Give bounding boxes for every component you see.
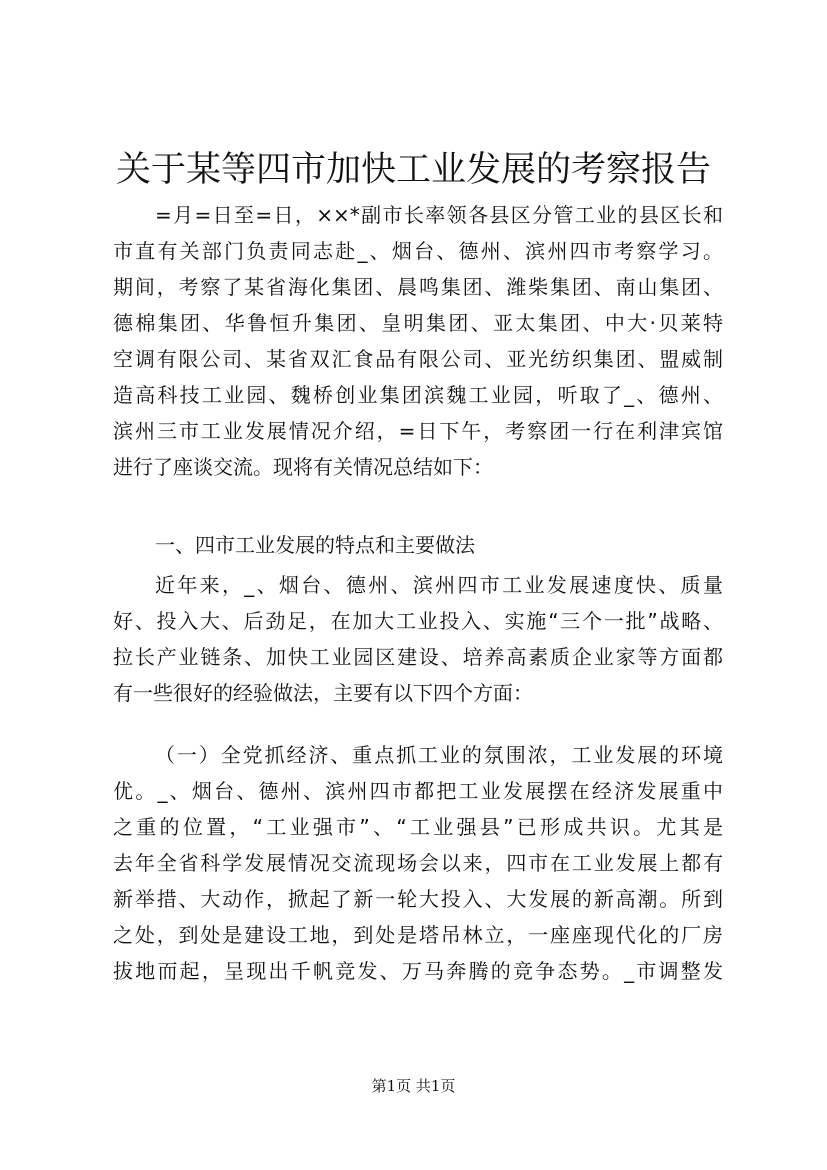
text-line: 之处，到处是建设工地，到处是塔吊林立，一座座现代化的厂房 (113, 923, 723, 947)
section-heading-text: 一、四市工业发展的特点和主要做法 (155, 533, 475, 557)
section-heading (113, 527, 723, 563)
text-line: 优。_、烟台、德州、滨州四市都把工业发展摆在经济发展重中 (113, 779, 723, 803)
text-line: 期间，考察了某省海化集团、晨鸣集团、潍柴集团、南山集团、 (113, 275, 723, 299)
paragraph-first-point (113, 737, 723, 989)
text-line: 拉长产业链条、加快工业园区建设、培养高素质企业家等方面都 (113, 645, 723, 669)
text-line: 好、投入大、后劲足，在加大工业投入、实施“三个一批”战略、 (113, 609, 723, 633)
text-line: 进行了座谈交流。现将有关情况总结如下： (113, 455, 493, 479)
text-line: 有一些很好的经验做法，主要有以下四个方面： (113, 681, 533, 705)
text-line: 空调有限公司、某省双汇食品有限公司、亚光纺织集团、盟威制 (113, 347, 723, 371)
paragraph-intro (113, 197, 723, 485)
text-line: =月=日至=日，××*副市长率领各县区分管工业的县区长和 (155, 203, 723, 227)
page-footer: 第1页 共1页 (371, 1077, 456, 1095)
text-line: 之重的位置，“工业强市”、“工业强县”已形成共识。尤其是 (113, 815, 723, 839)
text-line: 造高科技工业园、魏桥创业集团滨魏工业园，听取了_、德州、 (113, 383, 723, 407)
paragraph-overview (113, 567, 723, 711)
text-line: 滨州三市工业发展情况介绍，=日下午，考察团一行在利津宾馆 (113, 419, 723, 443)
text-line: 近年来，_、烟台、德州、滨州四市工业发展速度快、质量 (155, 573, 723, 597)
text-line: 去年全省科学发展情况交流现场会以来，四市在工业发展上都有 (113, 851, 723, 875)
text-line: （一）全党抓经济、重点抓工业的氛围浓，工业发展的环境 (155, 743, 723, 767)
text-line: 新举措、大动作，掀起了新一轮大投入、大发展的新高潮。所到 (113, 887, 723, 911)
text-line: 拔地而起，呈现出千帆竞发、万马奔腾的竞争态势。_市调整发 (113, 959, 723, 983)
text-line: 德棉集团、华鲁恒升集团、皇明集团、亚太集团、中大·贝莱特 (113, 311, 723, 335)
text-line: 市直有关部门负责同志赴_、烟台、德州、滨州四市考察学习。 (113, 239, 723, 263)
document-title: 关于某等四市加快工业发展的考察报告 (115, 150, 711, 190)
